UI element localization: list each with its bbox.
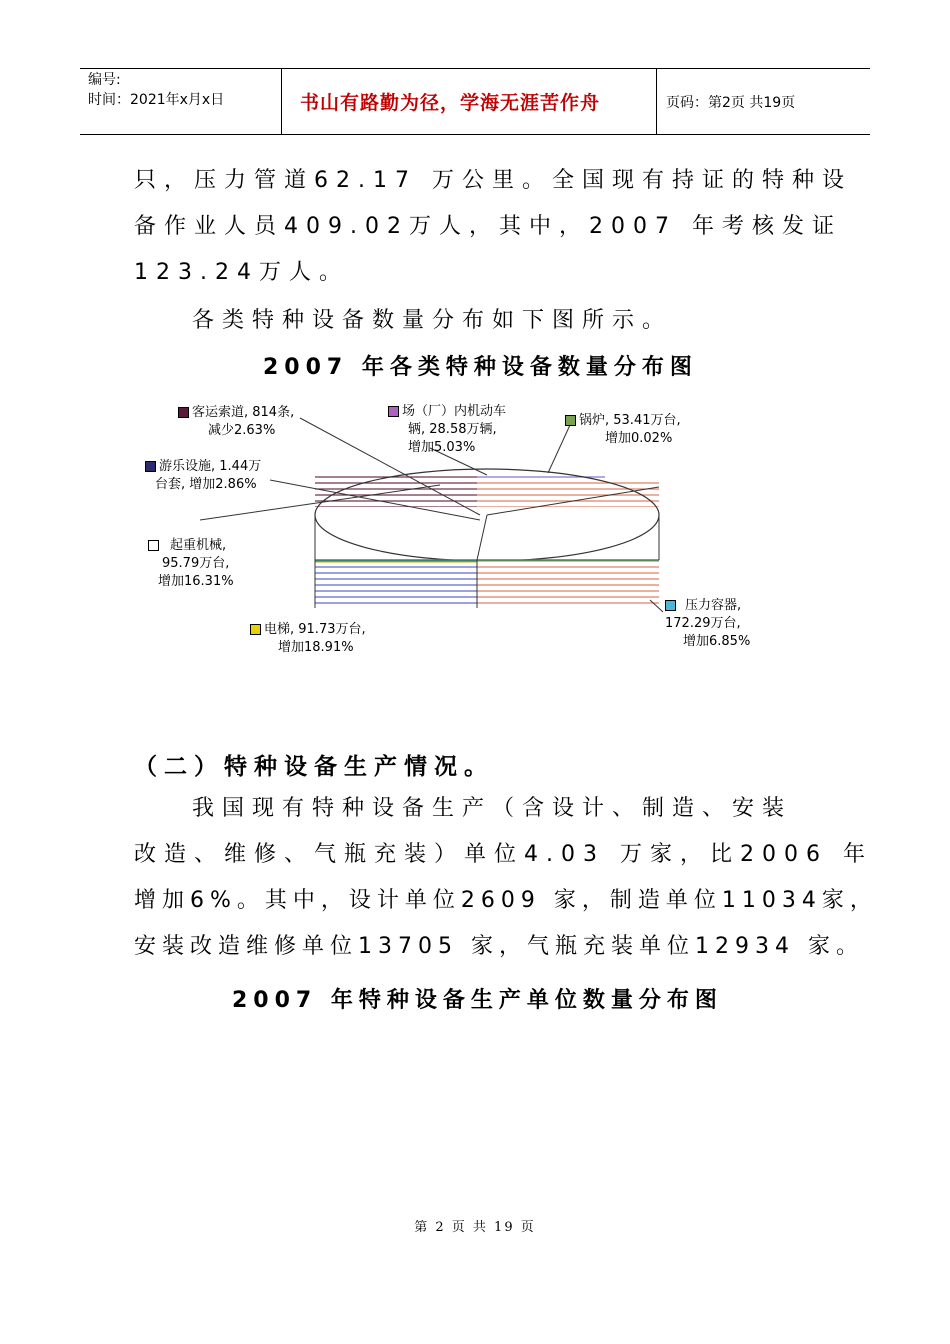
pie-slice-crane [315,560,477,608]
label-text: 172.29万台, [665,616,741,631]
label-text: 场（厂）内机动车 [402,404,507,419]
legend-swatch [178,407,189,418]
label-amusement [145,458,261,494]
section-heading: （二）特种设备生产情况。 [134,754,494,780]
pie-radial-line [477,515,487,560]
header-number-label: 编号: [88,72,121,88]
label-text: 增加5.03% [408,440,476,455]
chart-title: 2007 年各类特种设备数量分布图 [263,355,698,380]
paragraph-line: 我国现有特种设备生产（含设计、制造、安装 [192,796,793,821]
label-text: 增加18.91% [278,640,354,655]
label-text: 起重机械, [170,538,227,553]
label-text: 台套, 增加2.86% [155,477,257,492]
label-text: 压力容器, [685,598,742,613]
legend-swatch [565,415,576,426]
page-footer: 第 2 页 共 19 页 [414,1220,536,1235]
label-text: 锅炉, 53.41万台, [579,413,681,428]
paragraph-line: 123.24万人。 [134,260,349,285]
legend-swatch [250,624,261,635]
pie-slice-cableway [315,473,477,507]
legend-swatch [145,461,156,472]
label-text: 95.79万台, [162,556,230,571]
paragraph-line: 各类特种设备数量分布如下图所示。 [192,308,673,333]
label-text: 减少2.63% [208,423,276,438]
paragraph-line: 增加6%。其中，设计单位2609 家，制造单位11034家， [134,888,878,913]
paragraph-line: 备作业人员409.02万人，其中，2007 年考核发证 [134,214,842,239]
label-text: 游乐设施, 1.44万 [159,459,262,474]
paragraph-line: 安装改造维修单位13705 家，气瓶充装单位12934 家。 [134,934,864,959]
label-boiler [565,412,681,448]
paragraph-line: 只，压力管道62.17 万公里。全国现有持证的特种设 [134,168,852,193]
label-crane [148,537,234,591]
label-text: 电梯, 91.73万台, [264,622,366,637]
header-time-label: 时间：2021年x月x日 [88,92,225,108]
label-vessel [665,597,750,651]
legend-swatch [148,540,159,551]
legend-swatch [388,406,399,417]
pie-slice-vessel-top [477,481,659,507]
label-text: 增加6.85% [683,634,751,649]
legend-swatch [665,600,676,611]
label-text: 增加16.31% [158,574,234,589]
header-page-info: 页码：第2页 共19页 [666,95,796,111]
label-text: 增加0.02% [605,431,673,446]
chart-title-2: 2007 年特种设备生产单位数量分布图 [232,988,723,1013]
label-text: 客运索道, 814条, [192,405,295,420]
label-cableway [178,404,294,440]
header-motto: 书山有路勤为径，学海无涯苦作舟 [300,92,601,114]
paragraph-line: 改造、维修、气瓶充装）单位4.03 万家，比2006 年 [134,842,873,867]
label-vehicle [388,403,506,457]
label-elevator [250,621,366,657]
pie-slice-vessel [477,560,659,608]
label-text: 辆, 28.58万辆, [408,422,497,437]
